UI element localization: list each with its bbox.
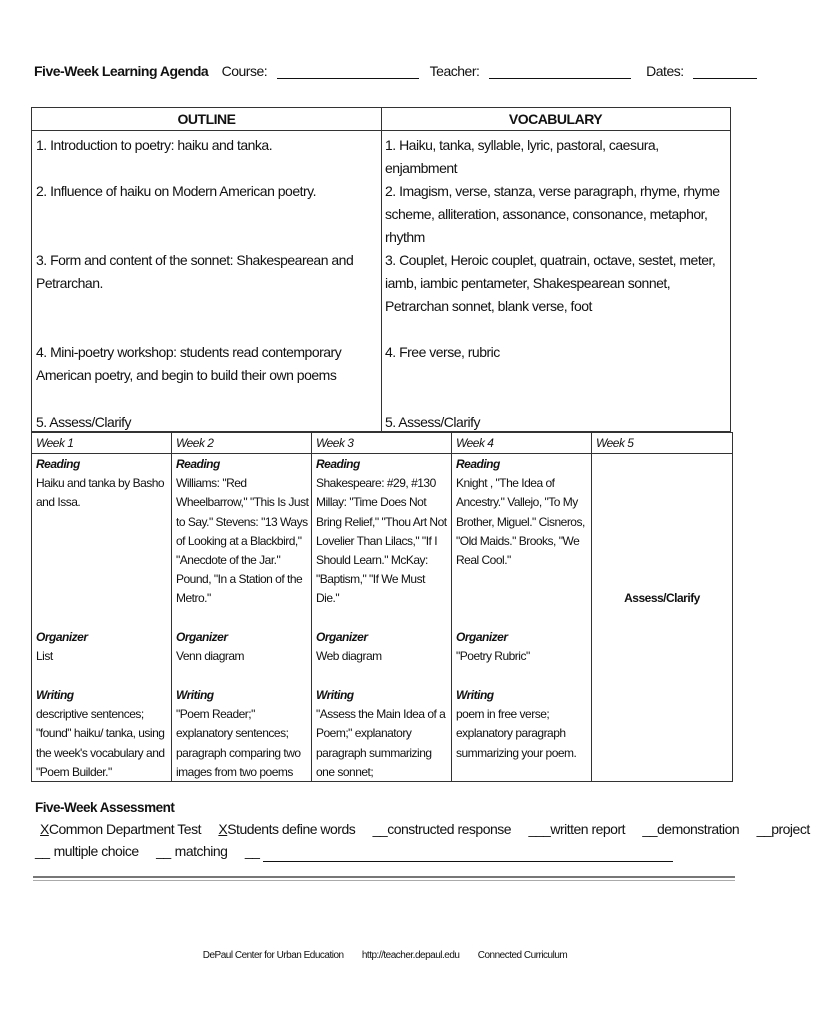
- footer-org: DePaul Center for Urban Education: [202, 950, 344, 961]
- writing-title: Writing: [176, 688, 214, 702]
- dates-field[interactable]: [693, 64, 757, 79]
- option-label: Students define words: [227, 821, 356, 837]
- week-3-column: [312, 433, 452, 781]
- option-label: written report: [550, 821, 626, 837]
- week-4-column: [452, 433, 592, 781]
- vocabulary-item: 3. Couplet, Heroic couplet, quatrain, octave, sestet, meter, iamb, iambic pentameter, Shakespearean sonnet, Petrarchan sonnet, blank verse, foot: [385, 252, 716, 314]
- week-5-assess: Assess/Clarify: [624, 591, 700, 605]
- vocabulary-item: 1. Haiku, tanka, syllable, lyric, pastoral, caesura, enjambment: [385, 137, 659, 176]
- week-1-reading: Haiku and tanka by Basho and Issa.: [36, 476, 165, 510]
- assessment-option[interactable]: [156, 843, 227, 859]
- reading-title: Reading: [176, 457, 220, 471]
- outline-item: 1. Introduction to poetry: haiku and tanka.: [36, 137, 273, 153]
- assessment-option[interactable]: [35, 843, 139, 859]
- option-label: multiple choice: [53, 843, 139, 859]
- assessment-title: Five-Week Assessment: [35, 800, 175, 815]
- assessment-option[interactable]: [218, 821, 355, 837]
- week-2-organizer: Venn diagram: [176, 649, 245, 664]
- option-mark: __: [372, 821, 388, 837]
- week-2-label: Week 2: [172, 433, 311, 454]
- week-1-writing: descriptive sentences; "found" haiku/ tanka, using the week's vocabulary and "Poem Builder.": [36, 707, 165, 779]
- assessment-row-2: [35, 840, 735, 862]
- assessment-option[interactable]: [40, 821, 201, 837]
- teacher-label: Teacher:: [429, 63, 480, 79]
- course-field[interactable]: [277, 64, 419, 79]
- organizer-title: Organizer: [316, 630, 368, 644]
- page-footer: [0, 950, 770, 961]
- footer-program: Connected Curriculum: [477, 950, 568, 961]
- option-label: project: [771, 821, 810, 837]
- week-5-column: [592, 433, 732, 781]
- option-mark: __: [642, 821, 657, 837]
- option-mark: __: [244, 843, 260, 859]
- assessment-option[interactable]: [528, 821, 625, 837]
- option-mark: __: [756, 821, 772, 837]
- reading-title: Reading: [456, 457, 500, 471]
- vocabulary-item: 2. Imagism, verse, stanza, verse paragraph, rhyme, rhyme scheme, alliteration, assonance, consonance, metaphor, rhythm: [385, 183, 720, 245]
- option-label: demonstration: [657, 821, 740, 837]
- week-1-label: Week 1: [32, 433, 171, 454]
- week-4-writing: poem in free verse; explanatory paragraph summarizing your poem.: [456, 707, 577, 760]
- outline-vocabulary-table: [31, 107, 731, 432]
- option-mark: __: [35, 843, 50, 859]
- vocabulary-item: 5. Assess/Clarify: [385, 414, 480, 430]
- week-2-reading: Williams: "Red Wheelbarrow," "This Is Just to Say." Stevens: "13 Ways of Looking at a Blackbird," "Anecdote of the Jar." Pound, "In a Station of the Metro.": [176, 476, 309, 606]
- agenda-header: [34, 63, 734, 83]
- vocabulary-column: [381, 108, 730, 431]
- writing-title: Writing: [36, 688, 74, 702]
- outline-item: 4. Mini-poetry workshop: students read contemporary American poetry, and begin to build their own poems: [36, 344, 342, 383]
- week-1-organizer: List: [36, 649, 53, 664]
- week-5-label: Week 5: [592, 433, 732, 454]
- option-mark: ___: [528, 821, 551, 837]
- option-mark: X: [218, 821, 228, 837]
- week-3-writing: "Assess the Main Idea of a Poem;" explanatory paragraph summarizing one sonnet;: [316, 707, 446, 779]
- week-4-label: Week 4: [452, 433, 591, 454]
- week-3-reading: Shakespeare: #29, #130 Millay: "Time Does Not Bring Relief," "Thou Art Not Lovelier Than Lilacs," "If I Should Learn." McKay: "Baptism," "If We Must Die.": [316, 476, 447, 606]
- outline-item: 5. Assess/Clarify: [36, 414, 131, 430]
- outline-column: [32, 108, 382, 431]
- organizer-title: Organizer: [36, 630, 88, 644]
- footer-url[interactable]: http://teacher.depaul.edu: [361, 950, 460, 961]
- reading-title: Reading: [316, 457, 360, 471]
- week-3-label: Week 3: [312, 433, 451, 454]
- assessment-option[interactable]: [757, 821, 810, 837]
- option-label: Common Department Test: [48, 821, 201, 837]
- option-label: matching: [174, 843, 228, 859]
- week-2-column: [172, 433, 312, 781]
- assessment-row-1: [35, 818, 810, 840]
- option-mark: __: [156, 843, 171, 859]
- week-4-organizer: "Poetry Rubric": [456, 649, 530, 664]
- divider-line: [33, 880, 735, 881]
- outline-heading: OUTLINE: [32, 108, 381, 131]
- course-label: Course:: [221, 63, 268, 79]
- option-label: constructed response: [387, 821, 512, 837]
- writing-title: Writing: [316, 688, 354, 702]
- divider-line: [33, 876, 735, 878]
- outline-item: 3. Form and content of the sonnet: Shakespearean and Petrarchan.: [36, 252, 354, 291]
- dates-label: Dates:: [646, 63, 684, 79]
- week-3-organizer: Web diagram: [316, 649, 382, 664]
- vocabulary-item: 4. Free verse, rubric: [385, 344, 500, 360]
- writing-title: Writing: [456, 688, 494, 702]
- vocabulary-heading: VOCABULARY: [381, 108, 730, 131]
- assessment-option[interactable]: [373, 821, 511, 837]
- organizer-title: Organizer: [176, 630, 228, 644]
- organizer-title: Organizer: [456, 630, 508, 644]
- option-mark: X: [40, 821, 49, 837]
- assessment-option[interactable]: [642, 821, 739, 837]
- week-1-column: [32, 433, 172, 781]
- assessment-option-other[interactable]: [245, 843, 688, 859]
- reading-title: Reading: [36, 457, 80, 471]
- other-option-blank[interactable]: [263, 849, 673, 862]
- teacher-field[interactable]: [489, 64, 631, 79]
- five-week-assessment: [35, 798, 810, 862]
- weekly-schedule-table: [31, 432, 733, 782]
- outline-item: 2. Influence of haiku on Modern American poetry.: [36, 183, 317, 199]
- week-2-writing: "Poem Reader;" explanatory sentences; paragraph comparing two images from two poems: [176, 707, 301, 779]
- week-4-reading: Knight , "The Idea of Ancestry." Vallejo, "To My Brother, Miguel." Cisneros, "Old Maids." Brooks, "We Real Cool.": [456, 476, 585, 568]
- agenda-title: Five-Week Learning Agenda: [34, 63, 209, 79]
